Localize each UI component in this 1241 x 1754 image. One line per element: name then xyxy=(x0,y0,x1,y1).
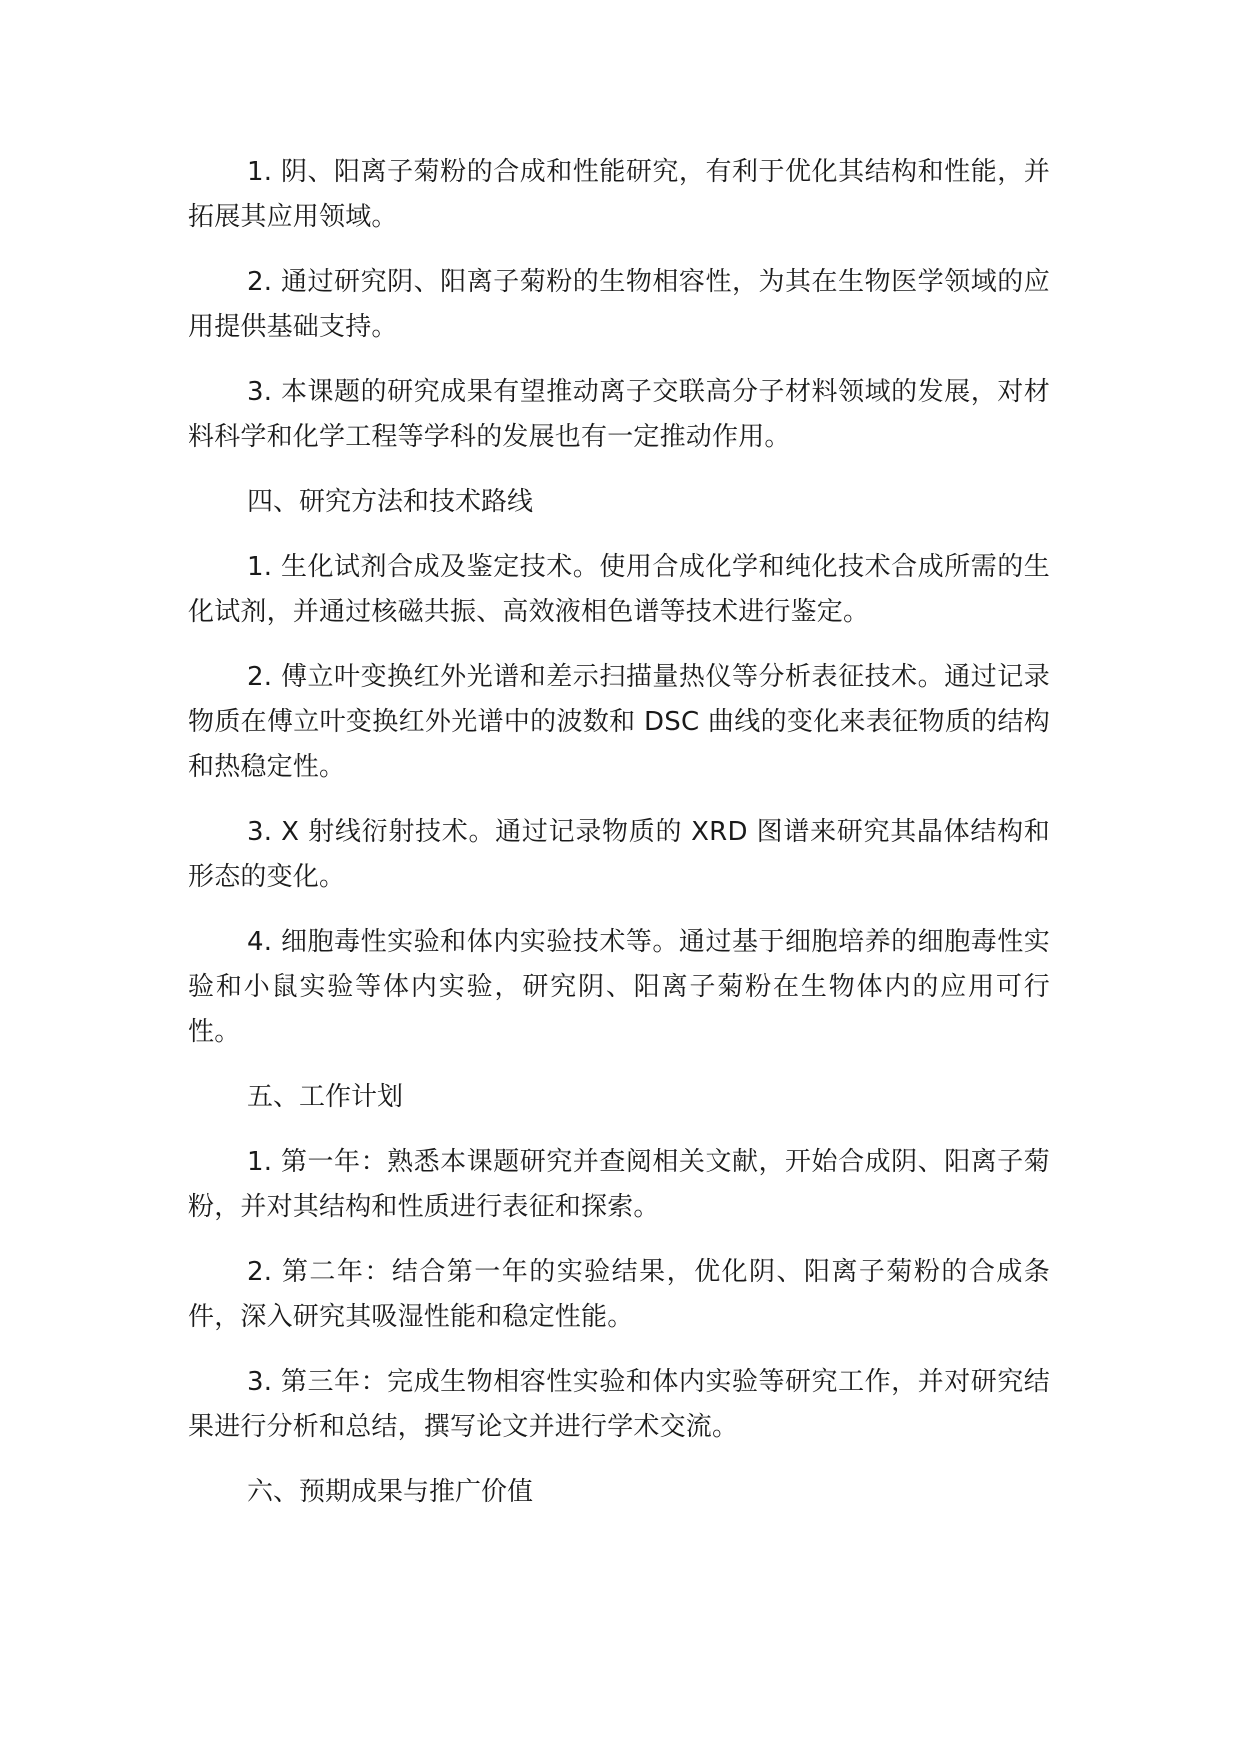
heading-work-plan: 五、工作计划 xyxy=(247,1082,404,1112)
para-plan-year-3: 3. 第三年：完成生物相容性实验和体内实验等研究工作，并对研究结果进行分析和总结，撰写论文并进行学术交流。 xyxy=(188,1367,1050,1442)
para-significance-2: 2. 通过研究阴、阳离子菊粉的生物相容性，为其在生物医学领域的应用提供基础支持。 xyxy=(188,267,1050,342)
para-plan-year-1: 1. 第一年：熟悉本课题研究并查阅相关文献，开始合成阴、阳离子菊粉，并对其结构和性质进行表征和探索。 xyxy=(188,1147,1050,1222)
para-method-4: 4. 细胞毒性实验和体内实验技术等。通过基于细胞培养的细胞毒性实验和小鼠实验等体内实验，研究阴、阳离子菊粉在生物体内的应用可行性。 xyxy=(188,927,1050,1047)
para-method-3: 3. X 射线衍射技术。通过记录物质的 XRD 图谱来研究其晶体结构和形态的变化。 xyxy=(188,817,1050,892)
document-body xyxy=(188,150,1050,1535)
para-significance-1: 1. 阴、阳离子菊粉的合成和性能研究，有利于优化其结构和性能，并拓展其应用领域。 xyxy=(188,157,1050,232)
para-significance-3: 3. 本课题的研究成果有望推动离子交联高分子材料领域的发展，对材料科学和化学工程等学科的发展也有一定推动作用。 xyxy=(188,377,1050,452)
heading-expected-results: 六、预期成果与推广价值 xyxy=(247,1477,534,1507)
para-method-1: 1. 生化试剂合成及鉴定技术。使用合成化学和纯化技术合成所需的生化试剂，并通过核磁共振、高效液相色谱等技术进行鉴定。 xyxy=(188,552,1050,627)
para-method-2: 2. 傅立叶变换红外光谱和差示扫描量热仪等分析表征技术。通过记录物质在傅立叶变换红外光谱中的波数和 DSC 曲线的变化来表征物质的结构和热稳定性。 xyxy=(188,662,1050,782)
heading-methods: 四、研究方法和技术路线 xyxy=(247,487,534,517)
para-plan-year-2: 2. 第二年：结合第一年的实验结果，优化阴、阳离子菊粉的合成条件，深入研究其吸湿性能和稳定性能。 xyxy=(188,1257,1050,1332)
